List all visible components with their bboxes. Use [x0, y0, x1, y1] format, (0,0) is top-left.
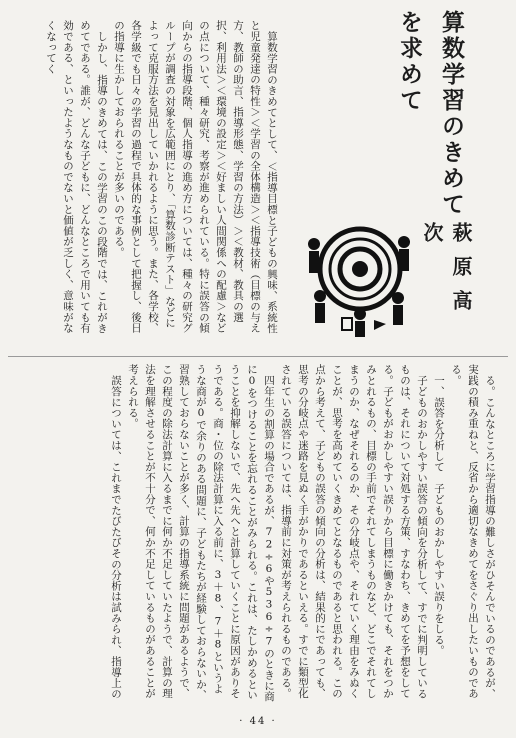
section-heading: 一、誤答を分析して 子どものおかしやすい誤りをしる。 [433, 374, 445, 656]
section-divider [8, 356, 508, 357]
paragraph: る。こんなところに学習指導の難しさがひそんでいるのであるが、実践の積み重ねと、反省から適切なきめてをさぐり出したいものである。 [450, 364, 496, 699]
author-name: 萩原高次 [420, 222, 473, 324]
intro-column [36, 20, 280, 336]
main-column [16, 364, 498, 704]
paragraph: 子どものおかしやすい誤答の傾向を分析して、すでに判明しているものは、それについて対処する方策、すなわち、きめてを予想をしてる。子どもがおかしやすい誤りから目標に働きかけても、それをつかみとれるもの、目標の手前でそれてしまうものなど、どこでそれてしまうのか、なぜそれるのか、その分岐点や、それていく理由をみぬくことが、思考を高めていくきめてとなるものであると思われる。この点から考えて、子どもの誤答の傾向の分析は、結果的にであっても、思考の分岐点や迷路を見ぬく手がかりであるといえる。すでに類型化されている誤答については、指導前に対策が考えられるものである。 [280, 364, 428, 699]
paragraph: 算数学習のきめてとして、＜指導目標と子どもの興味、系統性と児童発達の特性＞＜学習の全体構造＞＜指導技術（目標の与え方、教師の助言、指導形態、学習の方法）＞＜教材、教具の選択、利用法＞＜環境の設定＞＜好ましい人間関係への配慮＞などの点について、種々研究、考察が進められている。特に誤答の傾向からの指導段階、個人指導の進め方については、種々の研究グループが調査の対象を広範囲にとり、「算数診断テスト」などによって克服方法を見出していかれるように思う。また、各学校、各学級でも日々の学習の過程で具体的な事例として把握し、後日の指導に生かしておられることが多いのである。 [113, 20, 278, 334]
paragraph: 四年生の割算の場合であるが、72÷6や536÷7のときに商に0をつけることを忘れることがみられる。これは、たしかめるということを抑解しないで、先へ先へと計算していくことに原因がありそうである。商・位の除法計算に入る前に、3＋8、7＋8というような商が0で余りのある問題に、子どもたちが経験しておらないか、習熟しておらないことが多く、計算の指導系統に問題があるようで、この程度の除法計算に入るまでに何か不足していたようで、計算の理法を理解させることが不十分で、何か不足しているものがあることが考えられる。 [127, 364, 275, 702]
paragraph: 誤答については、これまでたびたびその分析は試みられ、指導上の [110, 374, 122, 699]
article-title: 算数学習のきめてを求めて [396, 10, 465, 218]
children-dancing-illustration [300, 214, 420, 339]
paragraph: しかし、指導のきめては、この学習のこの段階では、これがきめてである。誰が、どんな子どもに、どんなところで用いても有効である、といったようなものでないと価値が乏しく、意味がなくなってく [45, 20, 108, 334]
page-number: · 44 · [239, 716, 277, 727]
